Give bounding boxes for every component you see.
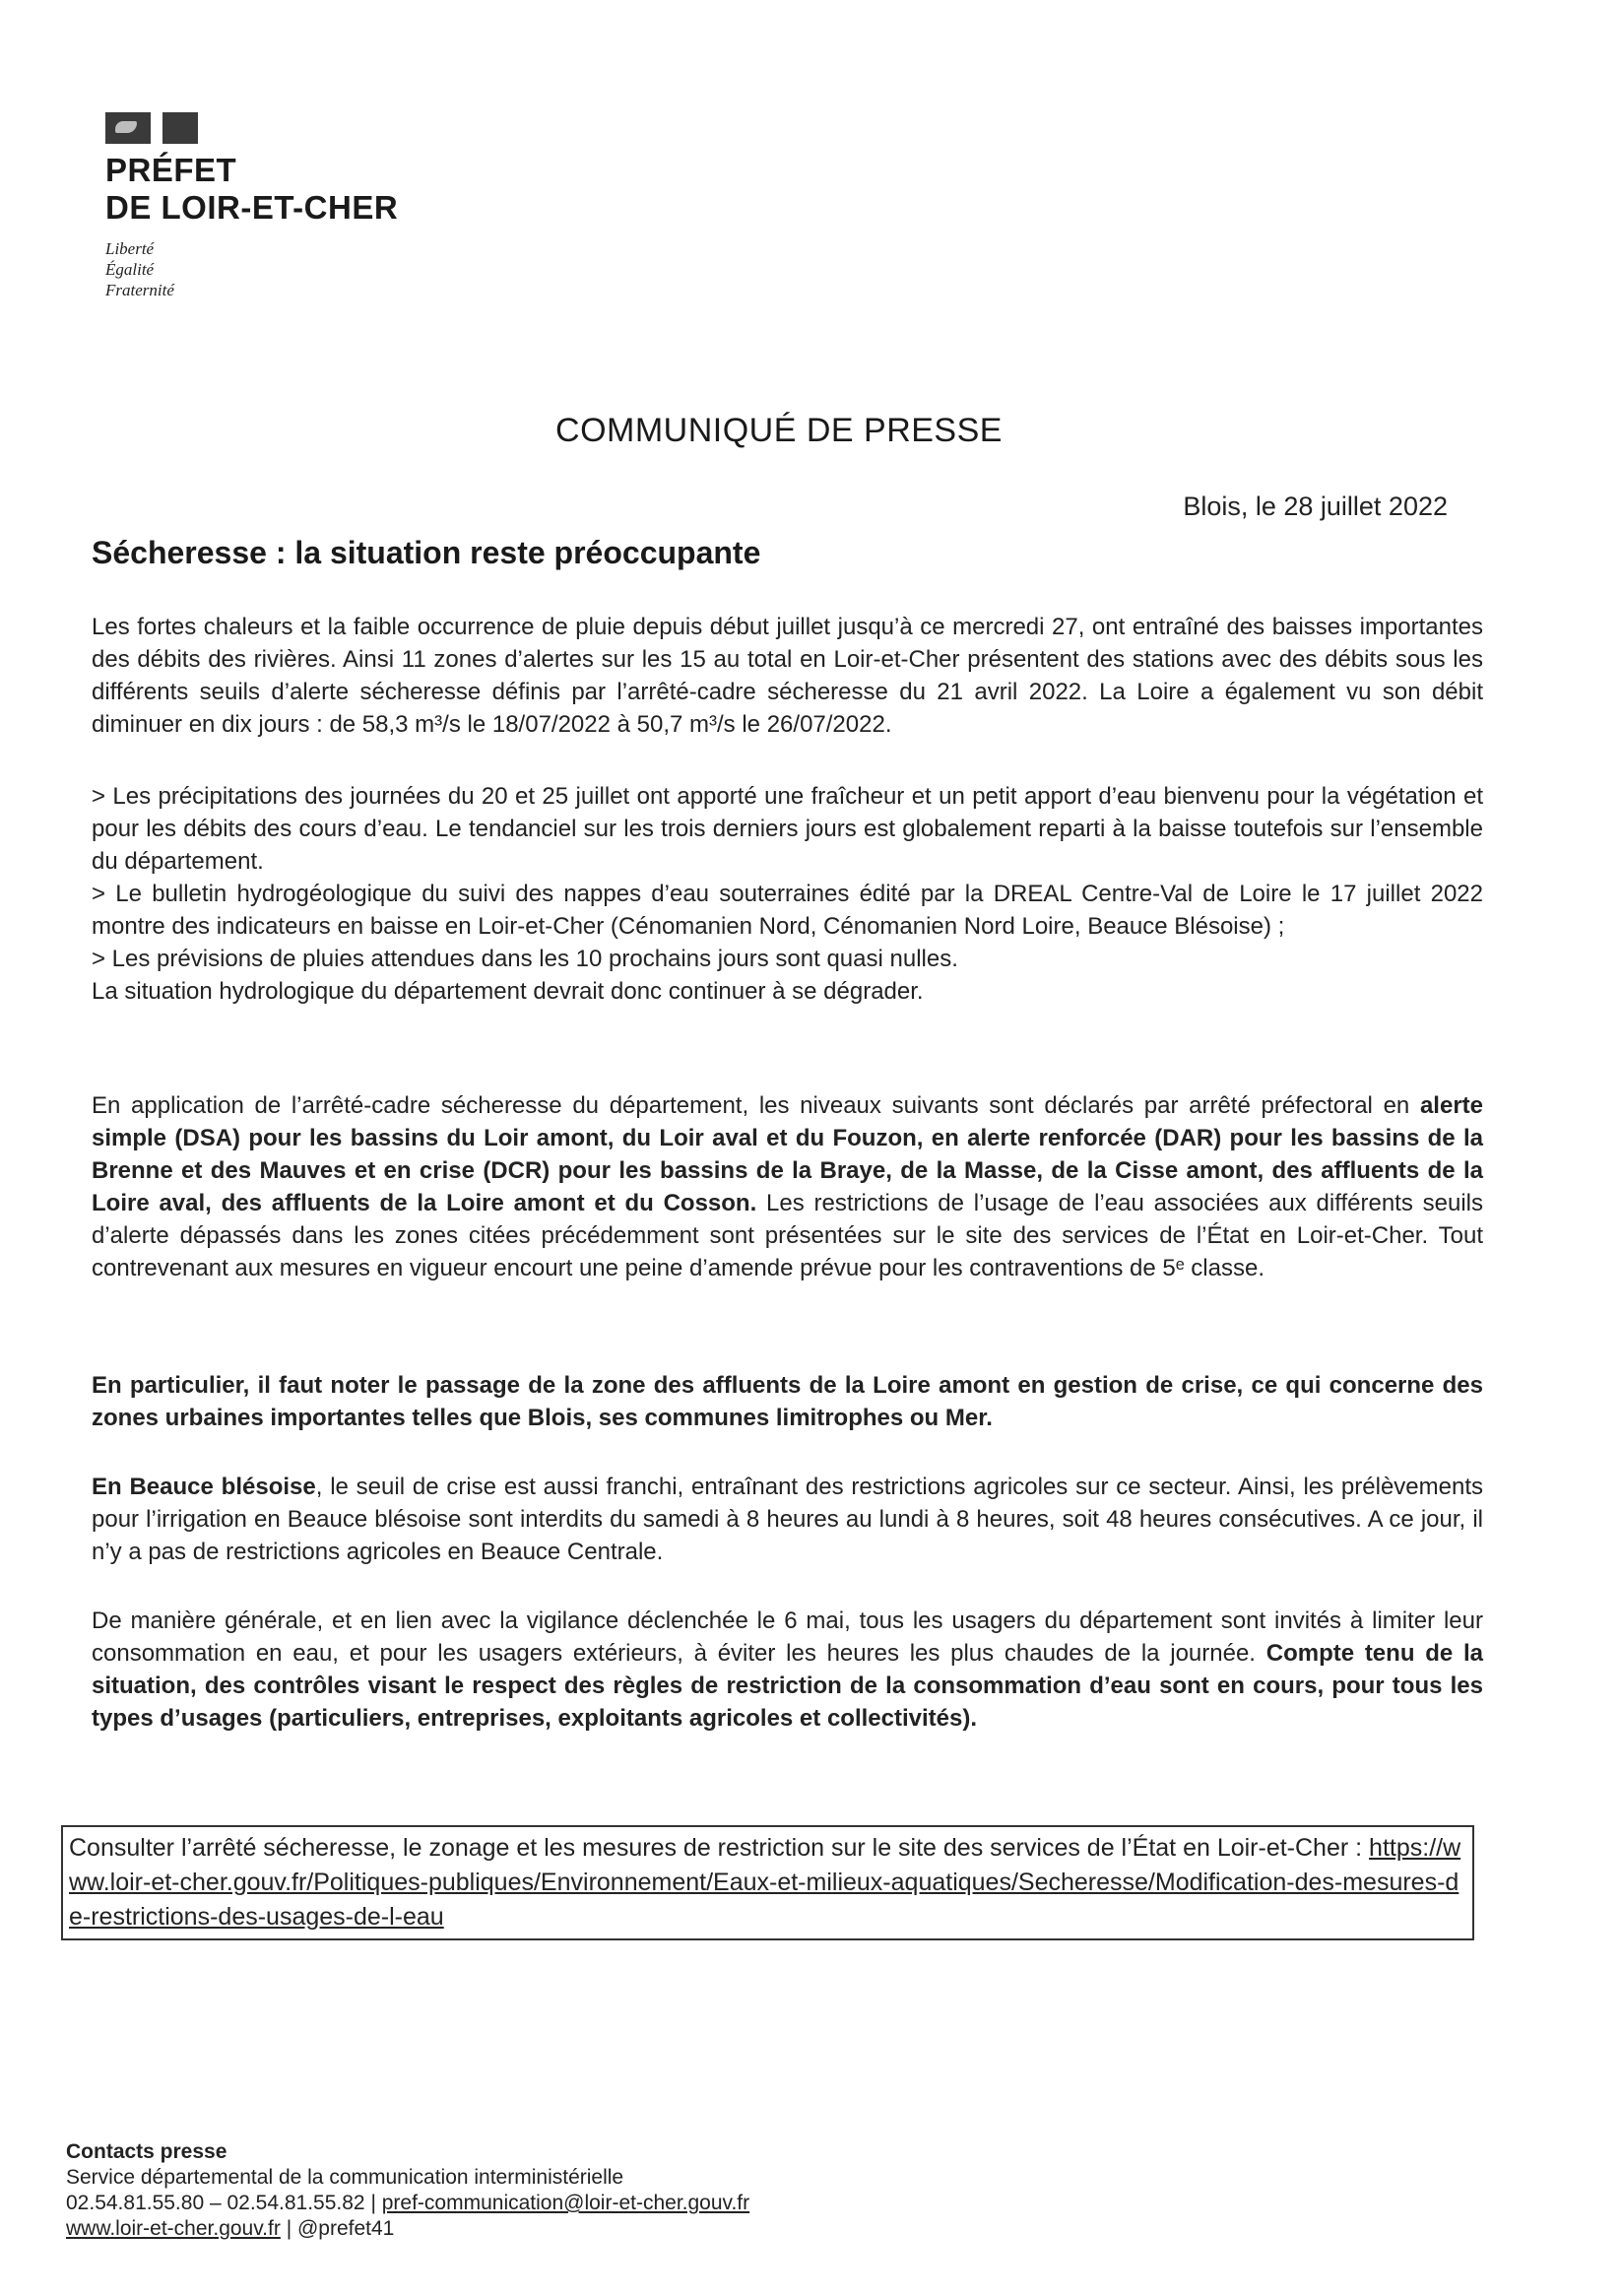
restrictions-intro: En application de l’arrêté-cadre sécheresse du département, les niveaux suivants sont déclarés par arrêté préfectoral en xyxy=(92,1092,1420,1119)
motto-egalite: Égalité xyxy=(105,260,155,279)
consult-link[interactable]: https://www.loir-et-cher.gouv.fr/Politiques-publiques/Environnement/Eaux-et-milieux-aquatiques/Secheresse/Modification-des-mesures-de-restrictions-des-usages-de-l-eau xyxy=(69,1834,1461,1931)
beauce-text: , le seuil de crise est aussi franchi, entraînant des restrictions agricoles sur ce secteur. Ainsi, les prélèvements pour l’irrigation en Beauce blésoise sont interdits du samedi à 8 heures au lundi à 8 heures, soit 48 heures consécutives. A ce jour, il n’y a pas de restrictions agricoles en Beauce Centrale. xyxy=(92,1474,1483,1565)
controls-notice: Compte tenu de la situation, des contrôles visant le respect des règles de restriction de la consommation d’eau sont en cours, pour tous les types d’usages (particuliers, entreprises, exploitants agricoles et collectivités). xyxy=(92,1640,1483,1732)
observation-groundwater: > Le bulletin hydrogéologique du suivi des nappes d’eau souterraines édité par la DREAL Centre-Val de Loire le 17 juillet 2022 montre des indicateurs en baisse en Loir-et-Cher (Cénomanien Nord, Cénomanien Nord Loire, Beauce Blésoise) ; xyxy=(92,881,1483,940)
paragraph-crisis-note: En particulier, il faut noter le passage de la zone des affluents de la Loire amont en gestion de crise, ce qui concerne des zones urbaines importantes telles que Blois, ses communes limitrophes ou Mer. xyxy=(92,1372,1483,1431)
paragraph-beauce xyxy=(92,1471,1483,1568)
republic-motto xyxy=(105,238,398,300)
paragraph-restrictions xyxy=(92,1089,1483,1284)
prefecture-logo-block xyxy=(105,112,398,300)
contacts-phones: 02.54.81.55.80 – 02.54.81.55.82 | xyxy=(66,2192,382,2214)
paragraph-intro-text: Les fortes chaleurs et la faible occurrence de pluie depuis début juillet jusqu’à ce mercredi 27, ont entraîné des baisses importantes des débits des rivières. Ainsi 11 zones d’alertes sur les 15 au total en Loir-et-Cher présentent des stations avec des débits sous les différents seuils d’alerte sécheresse définis par l’arrêté-cadre sécheresse du 21 avril 2022. La Loire a également vu son débit diminuer en dix jours : de 58,3 m³/s le 18/07/2022 à 50,7 m³/s le 26/07/2022. xyxy=(92,614,1483,738)
marianne-logo-icon xyxy=(105,112,200,144)
general-text: De manière générale, et en lien avec la vigilance déclenchée le 6 mai, tous les usagers du département sont invités à limiter leur consommation en eau, et pour les usagers extérieurs, à éviter les heures les plus chaudes de la journée. xyxy=(92,1607,1483,1667)
contacts-social: | @prefet41 xyxy=(280,2217,395,2240)
contacts-title: Contacts presse xyxy=(66,2140,227,2163)
paragraph-intro xyxy=(92,611,1483,741)
observation-forecast: > Les prévisions de pluies attendues dans les 10 prochains jours sont quasi nulles. xyxy=(92,946,958,972)
motto-fraternite: Fraternité xyxy=(105,281,174,299)
press-contacts xyxy=(66,2139,749,2242)
contacts-website-link[interactable]: www.loir-et-cher.gouv.fr xyxy=(66,2217,281,2240)
document-heading: Sécheresse : la situation reste préoccupante xyxy=(92,535,761,570)
contacts-email-link[interactable]: pref-communication@loir-et-cher.gouv.fr xyxy=(381,2192,750,2214)
restrictions-levels: alerte simple (DSA) pour les bassins du Loir amont, du Loir aval et du Fouzon, en alerte renforcée (DAR) pour les bassins de la Brenne et des Mauves et en crise (DCR) pour les bassins de la Braye, de la Masse, de la Cisse amont, des affluents de la Loire aval, des affluents de la Loire amont et du Cosson. xyxy=(92,1092,1483,1216)
document-title: COMMUNIQUÉ DE PRESSE xyxy=(555,412,1003,449)
prefet-name xyxy=(105,152,398,227)
consult-text: Consulter l’arrêté sécheresse, le zonage et les mesures de restriction sur le site des services de l’État en Loir-et-Cher : xyxy=(69,1834,1370,1862)
beauce-label: En Beauce blésoise xyxy=(92,1474,316,1500)
paragraph-observations xyxy=(92,780,1483,1008)
prefet-line1: PRÉFET xyxy=(105,152,237,188)
prefet-line2: DE LOIR-ET-CHER xyxy=(105,189,399,226)
document-date: Blois, le 28 juillet 2022 xyxy=(1183,492,1448,521)
paragraph-general xyxy=(92,1605,1483,1735)
observation-rain: > Les précipitations des journées du 20 et 25 juillet ont apporté une fraîcheur et un petit apport d’eau bienvenu pour la végétation et pour les débits des cours d’eau. Le tendanciel sur les trois derniers jours est globalement reparti à la baisse toutefois sur l’ensemble du département. xyxy=(92,783,1483,875)
contacts-service: Service départemental de la communication interministérielle xyxy=(66,2166,624,2189)
observation-conclusion: La situation hydrologique du département devrait donc continuer à se dégrader. xyxy=(92,978,924,1005)
motto-liberte: Liberté xyxy=(105,239,155,258)
restrictions-details: Les restrictions de l’usage de l’eau associées aux différents seuils d’alerte dépassés dans les zones citées précédemment sont présentées sur le site des services de l’État en Loir-et-Cher. Tout contrevenant aux mesures en vigueur encourt une peine d’amende prévue pour les contraventions de 5ᵉ classe. xyxy=(92,1190,1483,1281)
consult-box xyxy=(61,1825,1474,1940)
